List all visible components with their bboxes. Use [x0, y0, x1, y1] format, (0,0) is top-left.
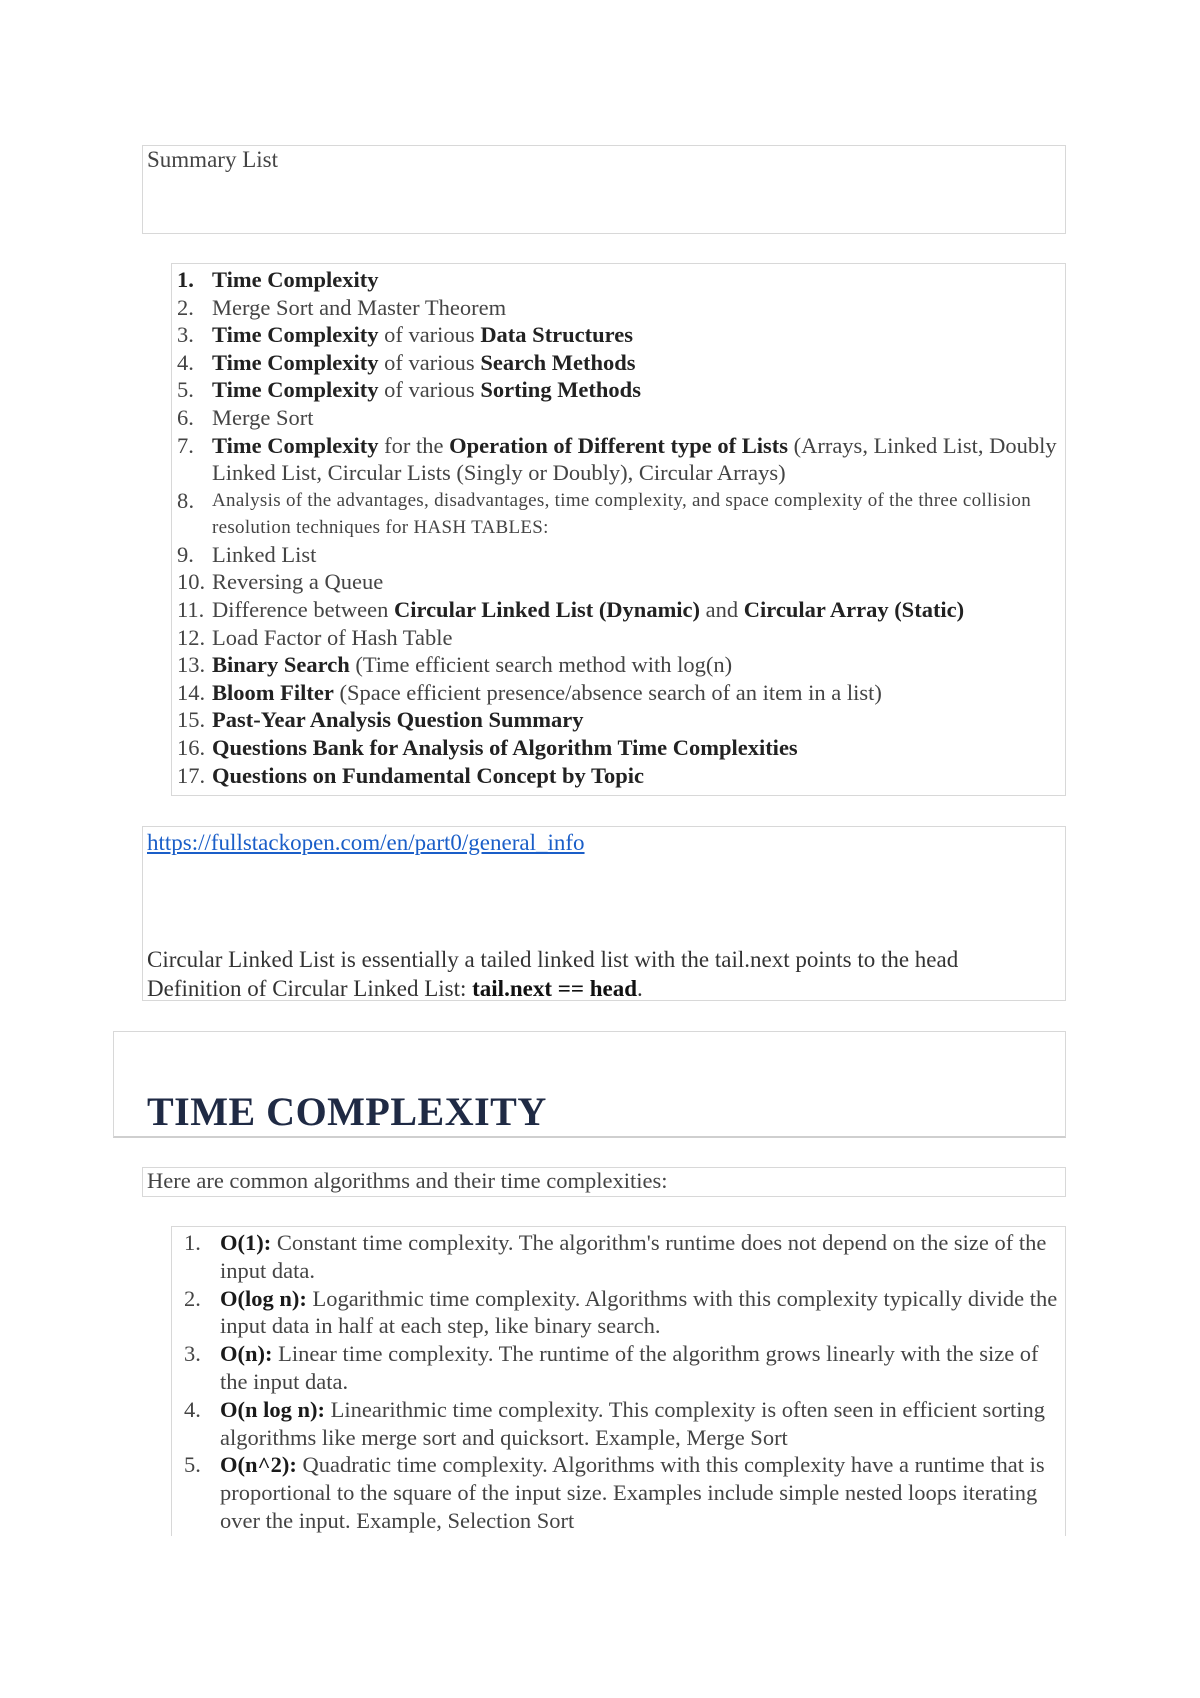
toc-item — [172, 432, 1062, 487]
cll-tail-next: tail.next — [472, 976, 552, 1001]
complexity-label: O(n^2): — [220, 1452, 297, 1478]
toc-item-text: (Time efficient search method with log(n) — [349, 652, 733, 678]
toc-item — [172, 596, 1062, 624]
toc-item-number: 1. — [177, 267, 194, 292]
complexity-description: Logarithmic time complexity. Algorithms with this complexity typically divide the input data in half at each step, like binary search. — [220, 1285, 1058, 1339]
complexity-list — [172, 1229, 1062, 1535]
complexity-description: Linearithmic time complexity. This complexity is often seen in efficient sorting algorithms like merge sort and quicksort. Example, Merge Sort — [220, 1396, 1046, 1450]
toc-item-number: 14. — [177, 679, 206, 705]
toc-item-number: 12. — [177, 624, 206, 650]
complexity-description: Linear time complexity. The runtime of the algorithm grows linearly with the size of the input data. — [220, 1341, 1039, 1394]
toc-item-text: (Arrays, Linked List, Doubly Linked List, Circular Lists (Singly or Doubly), Circular Arrays) — [212, 432, 1057, 486]
complexity-item — [172, 1396, 1062, 1452]
intro-box — [142, 1167, 1066, 1197]
toc-item-text: Time Complexity — [212, 377, 379, 403]
toc-item-number: 17. — [177, 762, 206, 788]
link-box — [142, 826, 1066, 1001]
complexity-number: 2. — [184, 1285, 201, 1311]
complexity-description: Constant time complexity. The algorithm's runtime does not depend on the size of the input data. — [220, 1230, 1047, 1283]
toc-item — [172, 762, 1062, 790]
toc-item-text: Load Factor of Hash Table — [212, 624, 453, 650]
toc-item-number: 11. — [177, 596, 205, 622]
toc-item-text: Analysis of the advantages, disadvantages, time complexity, and space complexity of the three collision resolution techniques for HASH TABLES: — [212, 489, 1031, 538]
toc-list — [172, 266, 1062, 789]
toc-item — [172, 321, 1062, 349]
toc-item-text: of various — [378, 377, 481, 403]
toc-item — [172, 651, 1062, 679]
toc-item — [172, 679, 1062, 707]
cll-suffix: . — [637, 976, 643, 1001]
complexity-label: O(1): — [220, 1230, 272, 1255]
toc-item — [172, 568, 1062, 596]
toc-item-text: Search Methods — [480, 349, 636, 375]
section-heading: TIME COMPLEXITY — [147, 1089, 547, 1134]
complexity-label: O(n log n): — [220, 1396, 326, 1422]
complexity-label: O(n): — [220, 1341, 273, 1367]
toc-item-number: 2. — [177, 294, 194, 320]
toc-item-number: 7. — [177, 432, 194, 458]
toc-item-number: 3. — [177, 322, 194, 348]
toc-item-number: 6. — [177, 404, 194, 430]
toc-item-text: Merge Sort and Master Theorem — [212, 294, 507, 320]
cll-line-1: Circular Linked List is essentially a tailed linked list with the tail.next points to the head — [147, 947, 959, 972]
toc-item-number: 15. — [177, 707, 206, 733]
circular-linked-list-note — [147, 945, 958, 1003]
toc-item-text: Time Complexity — [212, 322, 379, 348]
summary-title: Summary List — [147, 147, 278, 172]
toc-item-text: Binary Search — [212, 652, 350, 678]
toc-item-number: 8. — [177, 487, 195, 513]
complexity-number: 1. — [184, 1230, 201, 1255]
toc-item-text: Difference between — [212, 596, 394, 622]
toc-item-text: and — [700, 596, 744, 622]
toc-item-number: 4. — [177, 349, 194, 375]
toc-item-number: 16. — [177, 734, 206, 760]
cll-line-2 — [147, 974, 958, 1003]
toc-item — [172, 706, 1062, 734]
summary-box — [142, 145, 1066, 234]
toc-box — [171, 263, 1066, 796]
toc-item-text: of various — [378, 349, 481, 375]
toc-item-text: Time Complexity — [212, 267, 379, 292]
toc-item-text: Circular Linked List (Dynamic) — [393, 596, 701, 622]
complexity-item — [172, 1285, 1062, 1341]
toc-item — [172, 266, 1062, 294]
complexity-item — [172, 1229, 1062, 1285]
toc-item-text: (Space efficient presence/absence search of an item in a list) — [333, 679, 882, 705]
toc-item — [172, 376, 1062, 404]
toc-item-text: Bloom Filter — [212, 679, 334, 705]
complexity-item — [172, 1340, 1062, 1396]
complexity-number: 5. — [184, 1452, 201, 1478]
toc-item — [172, 487, 1062, 541]
toc-item-text: Circular Array (Static) — [743, 596, 965, 622]
cll-head: head — [589, 976, 637, 1001]
toc-item-text: for the — [378, 432, 450, 458]
toc-item-text: Questions Bank for Analysis of Algorithm Time Complexities — [212, 734, 798, 760]
toc-item-number: 5. — [177, 377, 194, 403]
complexity-description: Quadratic time complexity. Algorithms with this complexity have a runtime that is proportional to the square of the input size. Examples include simple nested loops iterating over the input. Example, Selection Sort — [220, 1452, 1045, 1533]
heading-box — [113, 1031, 1066, 1138]
toc-item — [172, 349, 1062, 377]
complexity-box — [171, 1226, 1066, 1536]
toc-item-text: Sorting Methods — [480, 377, 641, 403]
toc-item-text: Time Complexity — [212, 432, 379, 458]
toc-item — [172, 404, 1062, 432]
cll-prefix: Definition of Circular Linked List: — [147, 976, 473, 1001]
complexity-item — [172, 1451, 1062, 1534]
toc-item-text: Questions on Fundamental Concept by Topic — [212, 762, 644, 788]
toc-item-text: Reversing a Queue — [212, 569, 384, 595]
toc-item-text: of various — [378, 322, 481, 348]
fullstackopen-link[interactable]: https://fullstackopen.com/en/part0/general_info — [147, 830, 585, 855]
toc-item-text: Time Complexity — [212, 349, 379, 375]
toc-item-number: 9. — [177, 541, 194, 567]
cll-operator: == — [551, 976, 590, 1001]
complexity-label: O(log n): — [220, 1285, 307, 1311]
toc-item-text: Data Structures — [480, 322, 634, 348]
complexity-number: 4. — [184, 1396, 201, 1422]
toc-item-text: Past-Year Analysis Question Summary — [212, 707, 584, 733]
toc-item-number: 10. — [177, 569, 206, 595]
intro-text: Here are common algorithms and their time complexities: — [147, 1168, 668, 1193]
complexity-number: 3. — [184, 1341, 201, 1367]
toc-item — [172, 624, 1062, 652]
toc-item-number: 13. — [177, 652, 206, 678]
toc-item-text: Linked List — [212, 541, 317, 567]
toc-item — [172, 734, 1062, 762]
toc-item-text: Merge Sort — [212, 404, 314, 430]
toc-item — [172, 294, 1062, 322]
toc-item — [172, 541, 1062, 569]
toc-item-text: Operation of Different type of Lists — [449, 432, 788, 458]
